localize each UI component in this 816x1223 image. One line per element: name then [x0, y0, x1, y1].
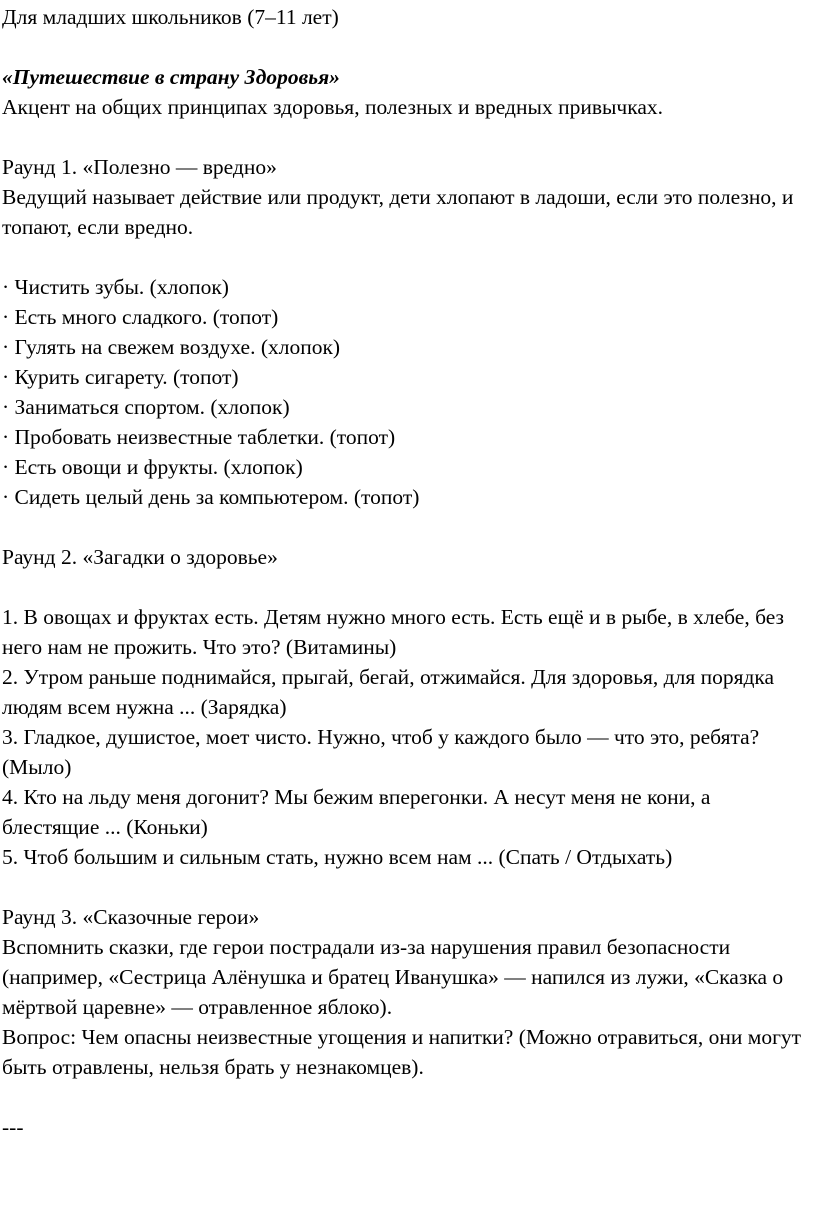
- spacer: [2, 242, 808, 272]
- riddle-item: 1. В овощах и фруктах есть. Детям нужно много есть. Есть ещё и в рыбе, в хлебе, без него нам не прожить. Что это? (Витамины): [2, 605, 785, 659]
- round2-riddle-list: [2, 602, 808, 872]
- round1-item-list: [2, 272, 808, 512]
- round3-description: Вспомнить сказки, где герои пострадали из-за нарушения правил безопасности (например, «Сестрица Алёнушка и братец Иванушка» — напился из лужи, «Сказка о мёртвой царевне» — отравленное яблоко).: [2, 935, 784, 1019]
- spacer: [2, 572, 808, 602]
- spacer: [2, 512, 808, 542]
- list-item: · Заниматься спортом. (хлопок): [2, 395, 290, 419]
- round2-heading: Раунд 2. «Загадки о здоровье»: [2, 545, 278, 569]
- list-item: · Сидеть целый день за компьютером. (топот): [2, 485, 420, 509]
- round1-heading: Раунд 1. «Полезно — вредно»: [2, 155, 277, 179]
- riddle-item: 4. Кто на льду меня догонит? Мы бежим вперегонки. А несут меня не кони, а блестящие ... (Коньки): [2, 785, 711, 839]
- game-title: «Путешествие в страну Здоровья»: [2, 65, 340, 89]
- spacer: [2, 1082, 808, 1112]
- list-item: · Пробовать неизвестные таблетки. (топот): [2, 425, 396, 449]
- round1-description: Ведущий называет действие или продукт, дети хлопают в ладоши, если это полезно, и топают, если вредно.: [2, 185, 794, 239]
- list-item: · Курить сигарету. (топот): [2, 365, 239, 389]
- list-item: · Есть много сладкого. (топот): [2, 305, 279, 329]
- round3-heading: Раунд 3. «Сказочные герои»: [2, 905, 260, 929]
- riddle-item: 5. Чтоб большим и сильным стать, нужно всем нам ... (Спать / Отдыхать): [2, 845, 673, 869]
- list-item: · Гулять на свежем воздухе. (хлопок): [2, 335, 341, 359]
- document-body: [2, 2, 808, 1142]
- game-focus: Акцент на общих принципах здоровья, полезных и вредных привычках.: [2, 95, 664, 119]
- list-item: · Есть овощи и фрукты. (хлопок): [2, 455, 303, 479]
- riddle-item: 2. Утром раньше поднимайся, прыгай, бегай, отжимайся. Для здоровья, для порядка людям всем нужна ... (Зарядка): [2, 665, 775, 719]
- spacer: [2, 32, 808, 62]
- section-separator: ---: [2, 1115, 24, 1139]
- list-item: · Чистить зубы. (хлопок): [2, 275, 229, 299]
- audience-heading: Для младших школьников (7–11 лет): [2, 5, 339, 29]
- spacer: [2, 122, 808, 152]
- round3-question: Вопрос: Чем опасны неизвестные угощения и напитки? (Можно отравиться, они могут быть отравлены, нельзя брать у незнакомцев).: [2, 1025, 802, 1079]
- riddle-item: 3. Гладкое, душистое, моет чисто. Нужно, чтоб у каждого было — что это, ребята? (Мыло): [2, 725, 760, 779]
- spacer: [2, 872, 808, 902]
